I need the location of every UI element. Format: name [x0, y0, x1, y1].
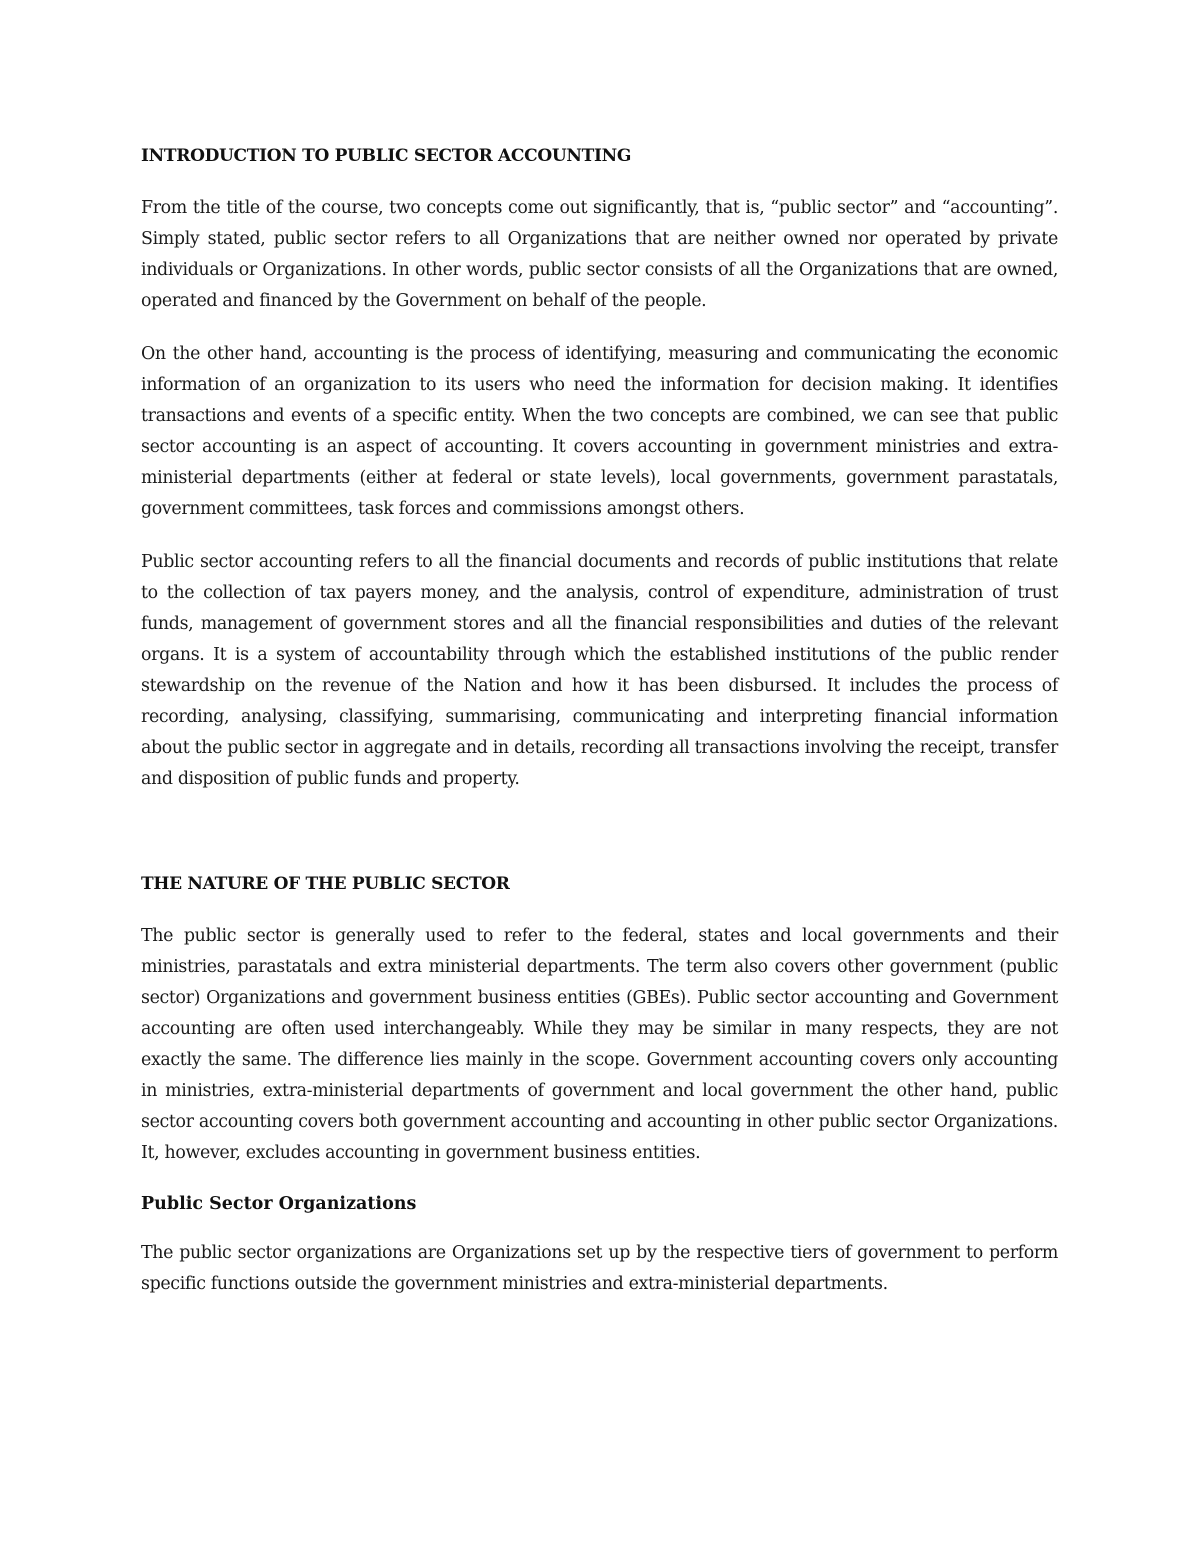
- document-body: [141, 143, 1058, 1322]
- section-heading-nature: THE NATURE OF THE PUBLIC SECTOR: [141, 874, 510, 894]
- paragraph: On the other hand, accounting is the process of identifying, measuring and communicating the economic information of an organization to its users who need the information for decision making. It identifies transactions and events of a specific entity. When the two concepts are combined, we can see that public sector accounting is an aspect of accounting. It covers accounting in government ministries and extra-ministerial departments (either at federal or state levels), local governments, government parastatals, government committees, task forces and commissions amongst others.: [141, 344, 1058, 519]
- section-heading-introduction: INTRODUCTION TO PUBLIC SECTOR ACCOUNTING: [141, 146, 632, 166]
- subsection-heading-organizations: Public Sector Organizations: [141, 1194, 417, 1214]
- section-spacer: [141, 817, 1058, 871]
- paragraph: Public sector accounting refers to all the financial documents and records of public institutions that relate to the collection of tax payers money, and the analysis, control of expenditure, administration of trust funds, management of government stores and all the financial responsibilities and duties of the relevant organs. It is a system of accountability through which the established institutions of the public render stewardship on the revenue of the Nation and how it has been disbursed. It includes the process of recording, analysing, classifying, summarising, communicating and interpreting financial information about the public sector in aggregate and in details, recording all transactions involving the receipt, transfer and disposition of public funds and property.: [141, 552, 1058, 789]
- paragraph: From the title of the course, two concepts come out significantly, that is, “public sector” and “accounting”. Simply stated, public sector refers to all Organizations that are neither owned nor operated by private individuals or Organizations. In other words, public sector consists of all the Organizations that are owned, operated and financed by the Government on behalf of the people.: [141, 198, 1058, 311]
- paragraph: The public sector is generally used to refer to the federal, states and local governments and their ministries, parastatals and extra ministerial departments. The term also covers other government (public sector) Organizations and government business entities (GBEs). Public sector accounting and Government accounting are often used interchangeably. While they may be similar in many respects, they are not exactly the same. The difference lies mainly in the scope. Government accounting covers only accounting in ministries, extra-ministerial departments of government and local government the other hand, public sector accounting covers both government accounting and accounting in other public sector Organizations. It, however, excludes accounting in government business entities.: [141, 926, 1058, 1163]
- paragraph: The public sector organizations are Organizations set up by the respective tiers of government to perform specific functions outside the government ministries and extra-ministerial departments.: [141, 1243, 1058, 1294]
